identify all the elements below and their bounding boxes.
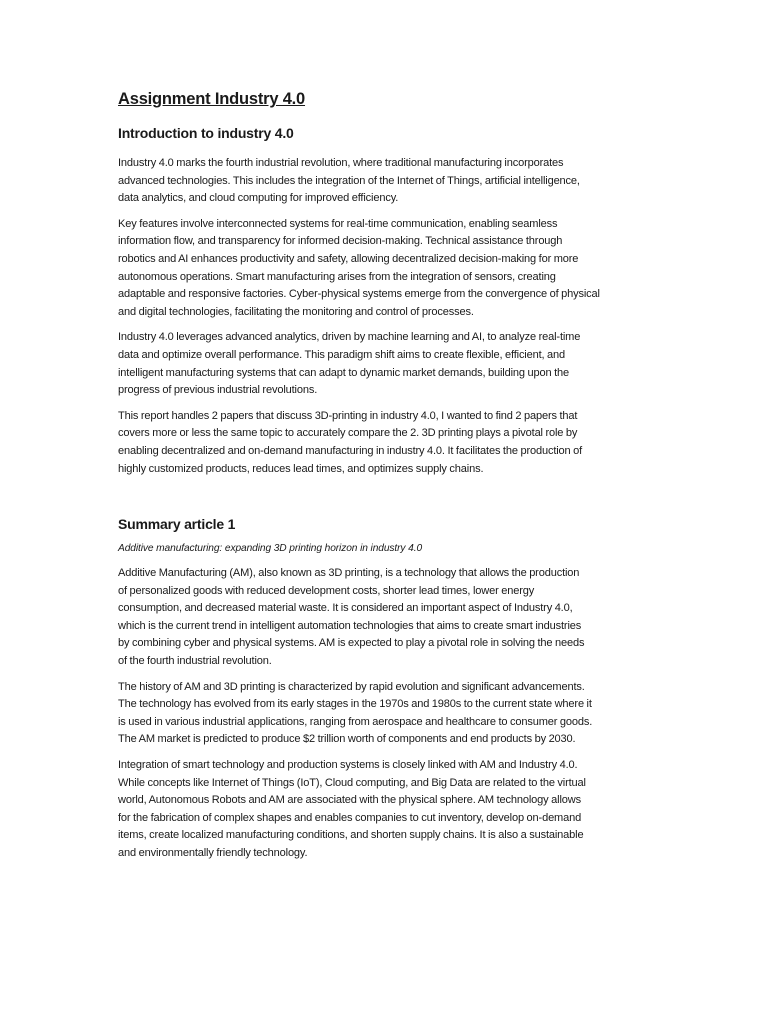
text-line: The technology has evolved from its early stages in the 1970s and 1980s to the current state where it (118, 698, 592, 711)
document-page (118, 88, 648, 871)
text-line: is used in various industrial applications, ranging from aerospace and healthcare to consumer goods. (118, 715, 593, 728)
text-line: enabling decentralized and on-demand manufacturing in industry 4.0. It facilitates the production of (118, 444, 583, 457)
section-heading: Introduction to industry 4.0 (118, 125, 294, 141)
paragraph (118, 565, 648, 671)
paragraph (118, 216, 648, 322)
paragraph (118, 679, 648, 749)
text-line: items, create localized manufacturing conditions, and shorten supply chains. It is also a sustainable (118, 829, 584, 842)
text-line: Industry 4.0 leverages advanced analytics, driven by machine learning and AI, to analyze real-time (118, 331, 581, 344)
text-line: The history of AM and 3D printing is characterized by rapid evolution and significant advancements. (118, 680, 585, 693)
text-line: adaptable and responsive factories. Cyber-physical systems emerge from the convergence of physical (118, 288, 600, 301)
article-subtitle: Additive manufacturing: expanding 3D printing horizon in industry 4.0 (118, 543, 423, 555)
text-line: robotics and AI enhances productivity and safety, allowing decentralized decision-making for more (118, 252, 579, 265)
text-line: Additive Manufacturing (AM), also known as 3D printing, is a technology that allows the production (118, 567, 580, 580)
text-line: highly customized products, reduces lead times, and optimizes supply chains. (118, 462, 484, 475)
section-heading: Summary article 1 (118, 516, 236, 533)
text-line: intelligent manufacturing systems that can adapt to dynamic market demands, building upon the (118, 366, 569, 379)
introduction-section (118, 123, 648, 478)
document-title: Assignment Industry 4.0 (118, 90, 306, 108)
text-line: for the fabrication of complex shapes and enables companies to cut inventory, develop on-demand (118, 811, 582, 824)
text-line: progress of previous industrial revolutions. (118, 384, 318, 397)
summary-article-1-section (118, 514, 648, 863)
text-line: covers more or less the same topic to accurately compare the 2. 3D printing plays a pivotal role by (118, 427, 578, 440)
text-line: advanced technologies. This includes the integration of the Internet of Things, artificial intelligence, (118, 174, 580, 187)
paragraph (118, 757, 648, 863)
text-line: The AM market is predicted to produce $2 trillion worth of components and end products by 2030. (118, 733, 576, 746)
text-line: Industry 4.0 marks the fourth industrial revolution, where traditional manufacturing incorporates (118, 157, 564, 169)
paragraph (118, 155, 648, 208)
text-line: world, Autonomous Robots and AM are associated with the physical sphere. AM technology allows (118, 794, 581, 807)
text-line: and digital technologies, facilitating the monitoring and control of processes. (118, 305, 474, 318)
text-line: Integration of smart technology and production systems is closely linked with AM and Industry 4.0. (118, 759, 578, 772)
text-line: autonomous operations. Smart manufacturing arises from the integration of sensors, creating (118, 270, 556, 283)
text-line: consumption, and decreased material waste. It is considered an important aspect of Industry 4.0, (118, 602, 573, 615)
text-line: and environmentally friendly technology. (118, 847, 308, 859)
text-line: which is the current trend in intelligent automation technologies that aims to create smart industries (118, 619, 582, 632)
text-line: of the fourth industrial revolution. (118, 655, 272, 668)
text-line: information flow, and transparency for informed decision-making. Technical assistance through (118, 235, 563, 248)
paragraph (118, 408, 648, 478)
text-line: data analytics, and cloud computing for improved efficiency. (118, 192, 399, 205)
text-line: This report handles 2 papers that discuss 3D-printing in industry 4.0, I wanted to find 2 papers that (118, 409, 578, 422)
text-line: data and optimize overall performance. This paradigm shift aims to create flexible, efficient, and (118, 348, 566, 361)
text-line: Key features involve interconnected systems for real-time communication, enabling seamless (118, 217, 558, 230)
text-line: While concepts like Internet of Things (IoT), Cloud computing, and Big Data are related to the virtual (118, 776, 586, 789)
text-line: by combining cyber and physical systems. AM is expected to play a pivotal role in solving the needs (118, 637, 585, 650)
paragraph (118, 329, 648, 399)
text-line: of personalized goods with reduced development costs, shorter lead times, lower energy (118, 584, 535, 597)
